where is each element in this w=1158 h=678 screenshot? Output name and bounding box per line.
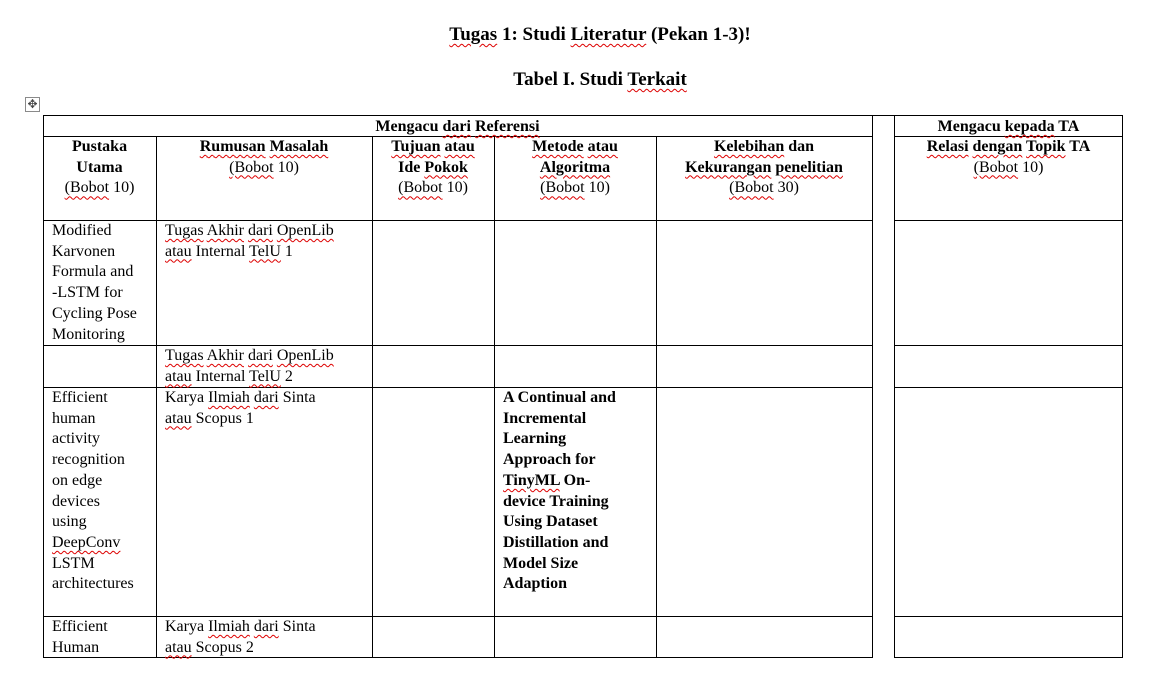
table-border: [894, 616, 1123, 617]
table-border: [43, 115, 1123, 116]
cell-rumusan-masalah: Tugas Akhir dari OpenLib atau Internal TelU 2: [165, 347, 334, 385]
table-border: [1122, 115, 1123, 658]
cell-rumusan-masalah: Karya Ilmiah dari Sinta atau Scopus 1: [165, 389, 316, 427]
table-border: [894, 220, 1123, 221]
cell-rumusan-masalah: Karya Ilmiah dari Sinta atau Scopus 2: [165, 618, 316, 656]
group-header-reference: Mengacu dari Referensi: [375, 118, 540, 135]
table-title: Tabel I. Studi Terkait: [513, 69, 687, 90]
table-border: [894, 387, 1123, 388]
table-border: [494, 136, 495, 658]
table-border: [894, 115, 895, 658]
header-tujuan: Tujuan atau Ide Pokok (Bobot 10): [391, 138, 475, 197]
header-rumusan-masalah: Rumusan Masalah (Bobot 10): [199, 138, 329, 176]
header-kelebihan: Kelebihan dan Kekurangan penelitian (Bobot 30): [685, 138, 843, 197]
header-pustaka-utama: Pustaka Utama (Bobot 10): [64, 138, 135, 197]
table-border: [656, 136, 657, 658]
table-border: [872, 115, 873, 658]
table-border: [894, 345, 1123, 346]
cell-metode-algoritma: A Continual and Incremental Learning Approach for TinyML On- device Training Using Dataset Distillation and Model Size Adaption: [503, 389, 616, 593]
cell-pustaka-utama: Efficient Human: [52, 618, 108, 656]
table-border: [372, 136, 373, 658]
header-metode: Metode atau Algoritma (Bobot 10): [532, 138, 618, 197]
group-header-ta: Mengacu kepada TA: [937, 118, 1080, 135]
cell-pustaka-utama: Efficient human activity recognition on edge devices using DeepConv LSTM architectures: [52, 389, 134, 593]
cell-pustaka-utama: Modified Karvonen Formula and -LSTM for Cycling Pose Monitoring: [52, 222, 137, 343]
table-border: [156, 136, 157, 658]
table-border: [894, 657, 1123, 658]
header-relasi: Relasi dengan Topik TA (Bobot 10): [926, 138, 1091, 176]
document-title: Tugas 1: Studi Literatur (Pekan 1-3)!: [449, 24, 751, 45]
cell-rumusan-masalah: Tugas Akhir dari OpenLib atau Internal TelU 1: [165, 222, 334, 260]
table-move-handle-icon[interactable]: ✥: [25, 97, 40, 112]
